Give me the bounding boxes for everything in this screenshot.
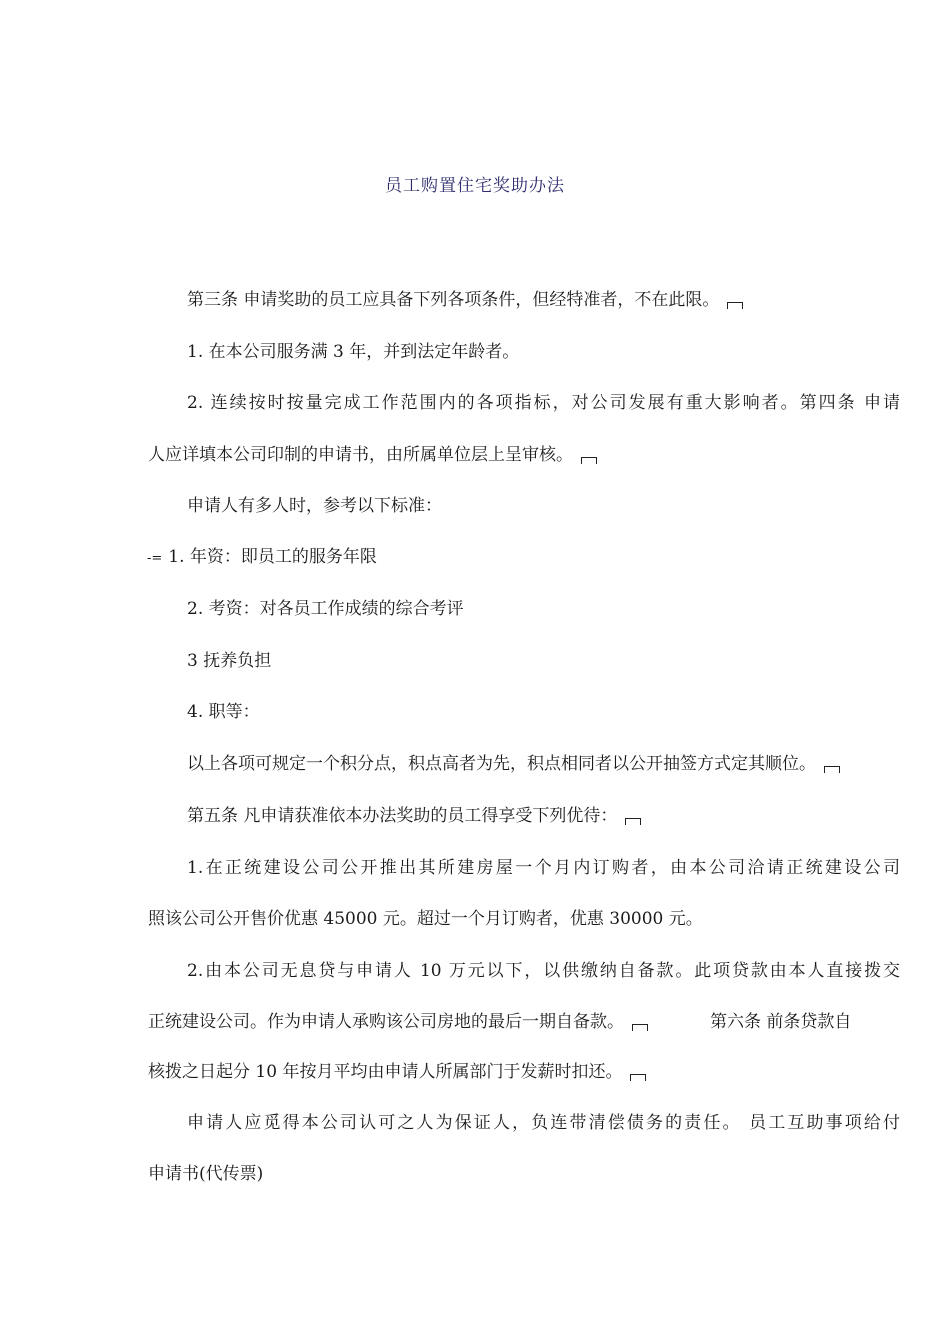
benefit-2-continuation-text: 正统建设公司。作为申请人承购该公司房地的最后一期自备款。 bbox=[148, 1012, 624, 1032]
paragraph-mark-icon bbox=[727, 302, 743, 309]
benefit-1-line: 1.在正统建设公司公开推出其所建房屋一个月内订购者，由本公司洽请正统建设公司 bbox=[187, 858, 900, 878]
article-4-text: 人应详填本公司印制的申请书，由所属单位层上呈审核。 bbox=[148, 445, 573, 465]
article-6-continuation-line bbox=[148, 1060, 646, 1084]
article-6-text: 第六条 前条贷款自 bbox=[710, 1012, 852, 1032]
condition-1-line: 1. 在本公司服务满 3 年，并到法定年龄者。 bbox=[187, 342, 520, 362]
paragraph-mark-icon bbox=[824, 766, 840, 773]
article-4-continuation-line bbox=[148, 443, 597, 467]
paragraph-mark-icon bbox=[630, 1074, 646, 1081]
benefit-2-line: 2.由本公司无息贷与申请人 10 万元以下，以供缴纳自备款。此项贷款由本人直接拨交 bbox=[187, 961, 900, 981]
article-3-text: 第三条 申请奖助的员工应具备下列各项条件，但经特准者，不在此限。 bbox=[187, 290, 720, 310]
benefit-2-continuation-line bbox=[148, 1010, 851, 1034]
condition-2-line: 2. 连续按时按量完成工作范围内的各项指标，对公司发展有重大影响者。第四条 申请 bbox=[187, 393, 900, 413]
criterion-1-text: 1. 年资：即员工的服务年限 bbox=[168, 547, 377, 567]
guarantor-line: 申请人应觅得本公司认可之人为保证人，负连带清偿债务的责任。 员工互助事项给付 bbox=[187, 1113, 900, 1133]
article-5-line bbox=[187, 804, 641, 828]
criterion-3-line: 3 抚养负担 bbox=[187, 651, 272, 671]
multiple-applicants-line: 申请人有多人时，参考以下标准： bbox=[187, 496, 442, 516]
article-5-text: 第五条 凡申请获准依本办法奖助的员工得享受下列优待： bbox=[187, 806, 618, 826]
application-form-line: 申请书(代传票) bbox=[148, 1164, 264, 1184]
paragraph-mark-icon bbox=[625, 818, 641, 825]
criterion-1-line bbox=[147, 545, 377, 571]
article-3-line bbox=[187, 288, 743, 312]
paragraph-mark-icon bbox=[632, 1024, 648, 1031]
criterion-4-line: 4. 职等： bbox=[187, 702, 260, 722]
scoring-rule-text: 以上各项可规定一个积分点，积点高者为先，积点相同者以公开抽签方式定其顺位。 bbox=[187, 754, 816, 774]
article-6-continuation-text: 核拨之日起分 10 年按月平均由申请人所属部门于发薪时扣还。 bbox=[148, 1062, 623, 1082]
paragraph-mark-icon bbox=[581, 457, 597, 464]
document-title: 员工购置住宅奖助办法 bbox=[385, 176, 565, 196]
criterion-2-line: 2. 考资：对各员工作成绩的综合考评 bbox=[187, 599, 464, 619]
benefit-1-continuation-line: 照该公司公开售价优惠 45000 元。超过一个月订购者，优惠 30000 元。 bbox=[148, 909, 703, 929]
list-prefix-mark: -= bbox=[147, 551, 163, 566]
scoring-rule-line bbox=[187, 752, 840, 776]
